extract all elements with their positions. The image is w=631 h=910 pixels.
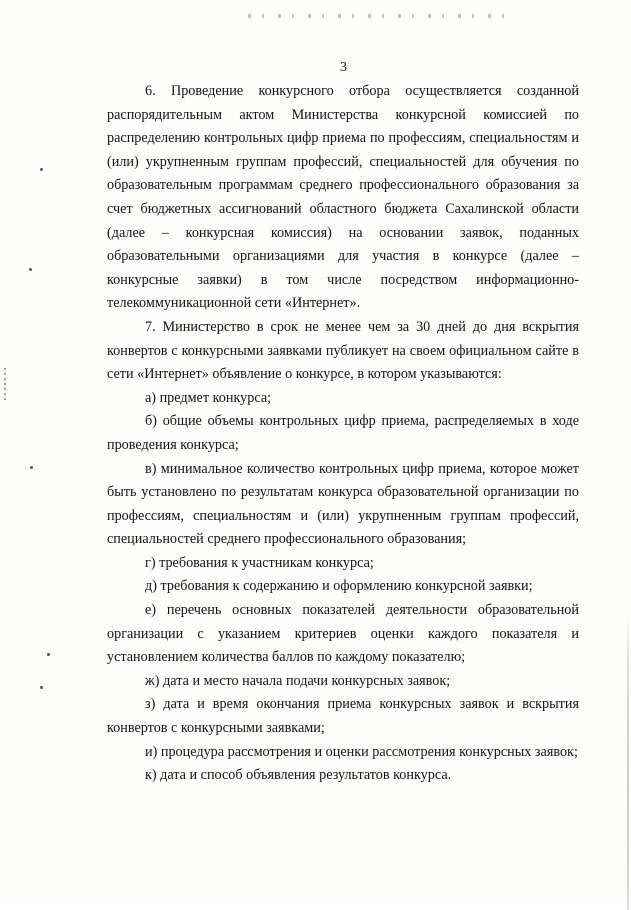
scan-artifact-top: [248, 14, 518, 18]
list-item-a: а) предмет конкурса;: [145, 389, 272, 406]
document-body: [107, 80, 579, 788]
list-item-zh: ж) дата и место начала подачи конкурсных заявок;: [145, 672, 451, 689]
scan-speck: [30, 466, 33, 469]
list-item-v: в) минимальное количество контрольных цифр приема, которое может быть установлено по результатам конкурса образовательной организации по профессиям, специальностям и (или) укрупненным группам профессий, специальностей среднего профессионального образования;: [107, 460, 579, 548]
list-item-k: к) дата и способ объявления результатов конкурса.: [145, 767, 452, 784]
list-item-i: и) процедура рассмотрения и оценки рассмотрения конкурсных заявок;: [145, 743, 578, 760]
scan-artifact-right-edge: [627, 610, 629, 910]
list-item-g: г) требования к участникам конкурса;: [145, 554, 374, 571]
paragraph-7: 7. Министерство в срок не менее чем за 30 дней до дня вскрытия конвертов с конкурсными заявками публикует на своем официальном сайте в сети «Интернет» объявление о конкурсе, в котором указываются:: [107, 318, 579, 383]
scan-artifact-left-edge: [4, 368, 6, 400]
scan-speck: [40, 686, 43, 689]
list-item-e: е) перечень основных показателей деятельности образовательной организации с указанием критериев оценки каждого показателя и установлением количества баллов по каждому показателю;: [107, 602, 579, 666]
scan-speck: [29, 268, 32, 271]
list-item-d: д) требования к содержанию и оформлению конкурсной заявки;: [145, 578, 533, 595]
list-item-z: з) дата и время окончания приема конкурсных заявок и вскрытия конвертов с конкурсными заявками;: [107, 696, 579, 737]
scan-speck: [40, 168, 43, 171]
scan-speck: [47, 653, 50, 656]
paragraph-6: 6. Проведение конкурсного отбора осуществляется созданной распорядительным актом Министерства конкурсной комиссией по распределению контрольных цифр приема по профессиям, специальностям и (или) укрупненным группам профессий, специальностей для обучения по образовательным программам среднего профессионального образования за счет бюджетных ассигнований областного бюджета Сахалинской области (далее – конкурсная комиссия) на основании заявок, поданных образовательными организациями для участия в конкурсе (далее – конкурсные заявки) в том числе посредством информационно-телекоммуникационной сети «Интернет».: [107, 83, 579, 312]
page-number: 3: [340, 60, 347, 75]
list-item-b: б) общие объемы контрольных цифр приема, распределяемых в ходе проведения конкурса;: [107, 413, 579, 453]
